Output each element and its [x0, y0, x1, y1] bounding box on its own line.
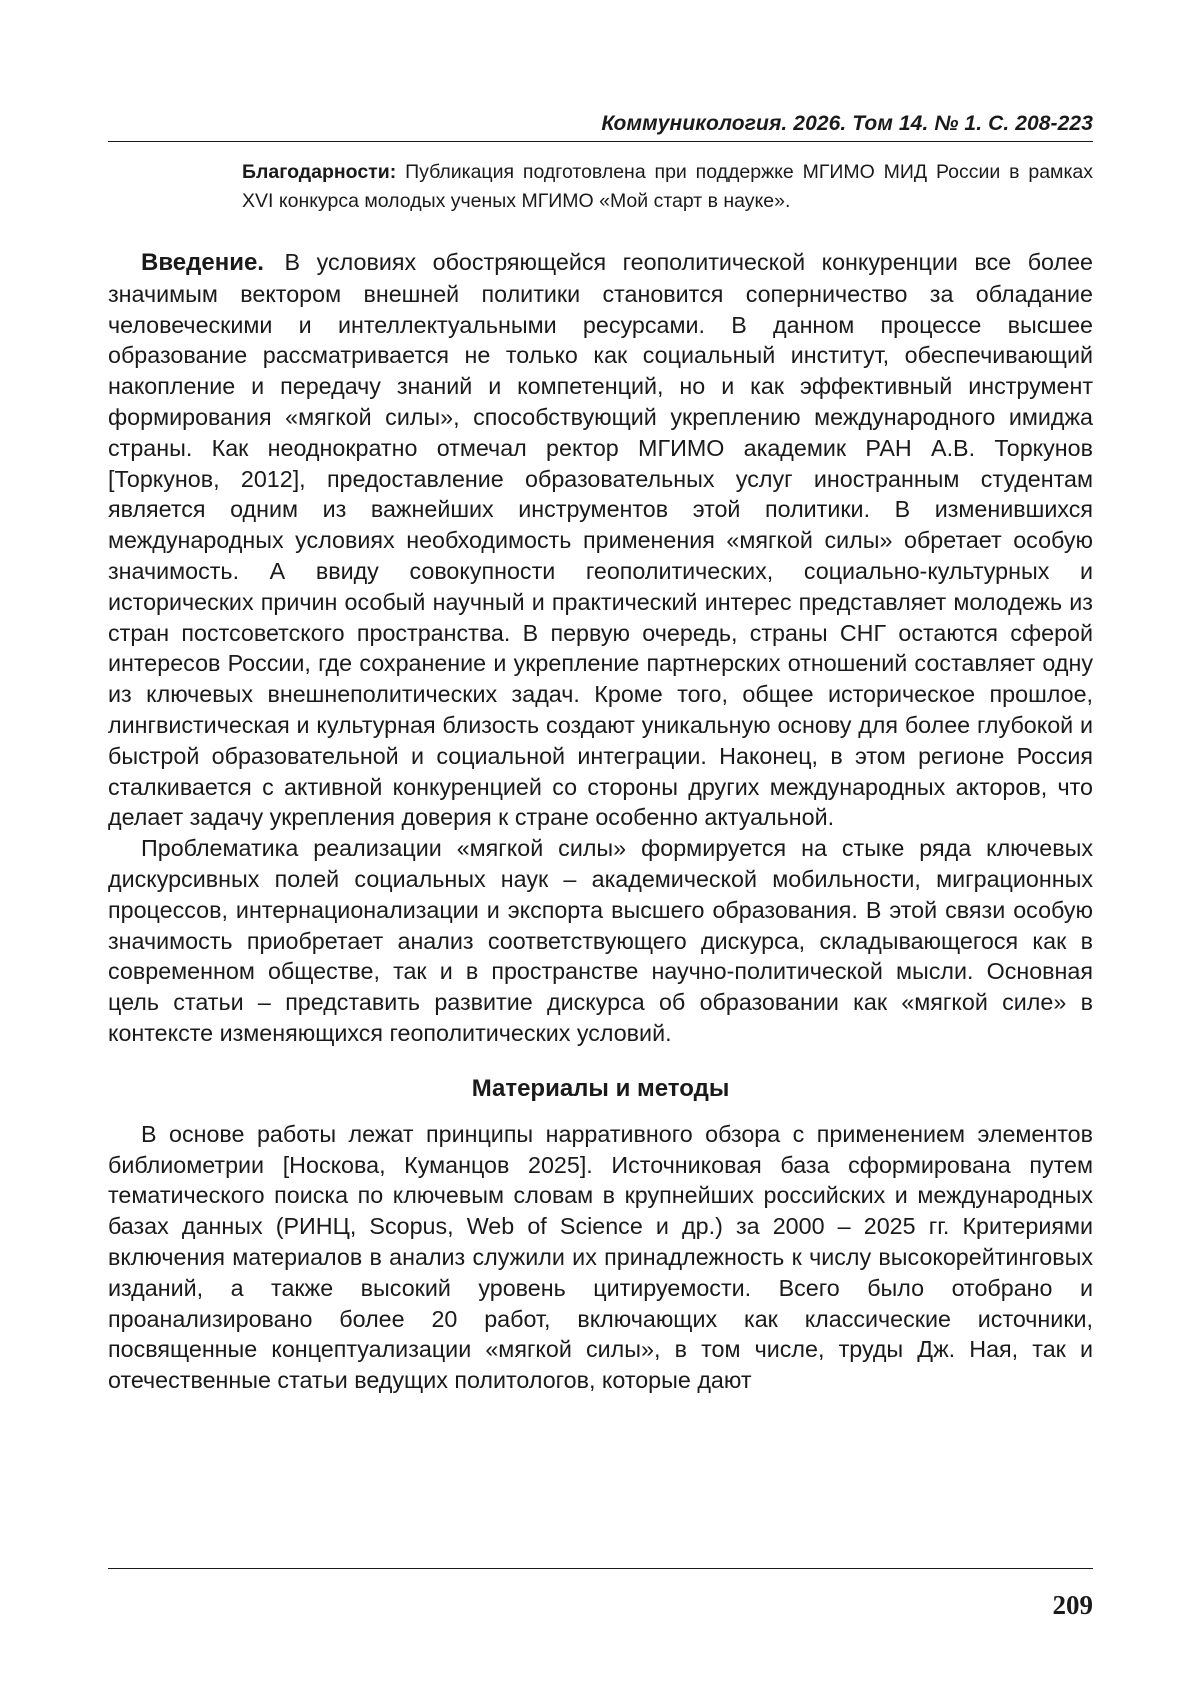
acknowledgements — [242, 158, 1093, 216]
introduction-paragraph — [108, 247, 1093, 833]
article-body — [108, 247, 1093, 1396]
footer-rule — [108, 1568, 1093, 1569]
acknowledgements-label: Благодарности: — [242, 161, 397, 183]
header-rule — [108, 141, 1093, 142]
journal-page — [108, 0, 1093, 1708]
introduction-paragraph-2: Проблематика реализации «мягкой силы» формируется на стыке ряда ключевых дискурсивных полей социальных наук – академической мобильности, миграционных процессов, интернационализации и экспорта высшего образования. В этой связи особую значимость приобретает анализ соответствующего дискурса, складывающегося как в современном обществе, так и в пространстве научно-политической мысли. Основная цель статьи – представить развитие дискурса об образовании как «мягкой силе» в контексте изменяющихся геополитических условий. — [108, 835, 1093, 1046]
introduction-label: Введение. — [141, 249, 264, 276]
methods-paragraph: В основе работы лежат принципы нарративного обзора с применением элементов библиометрии [Носкова, Куманцов 2025]. Источниковая база сформирована путем тематического поиска по ключевым словам в крупнейших российских и международных базах данных (РИНЦ, Scopus, Web of Science и др.) за 2000 – 2025 гг. Критериями включения материалов в анализ служили их принадлежность к числу высокорейтинговых изданий, а также высокий уровень цитируемости. Всего было отобрано и проанализировано более 20 работ, включающих как классические источники, посвященные концептуализации «мягкой силы», в том числе, труды Дж. Ная, так и отечественные статьи ведущих политологов, которые дают — [108, 1120, 1093, 1394]
running-head: Коммуникология. 2026. Том 14. № 1. С. 208-223 — [601, 112, 1093, 135]
page-number: 209 — [1052, 1590, 1093, 1620]
section-heading-methods: Материалы и методы — [471, 1074, 730, 1102]
introduction-text: В условиях обостряющейся геополитической конкуренции все более значимым вектором внешней политики становится соперничество за обладание человеческими и интеллектуальными ресурсами. В данном процессе высшее образование рассматривается не только как социальный институт, обеспечивающий накопление и передачу знаний и компетенций, но и как эффективный инструмент формирования «мягкой силы», способствующий укреплению международного имиджа страны. Как неоднократно отмечал ректор МГИМО академик РАН А.В. Торкунов [Торкунов, 2012], предоставление образовательных услуг иностранным студентам является одним из важнейших инструментов этой политики. В изменившихся международных условиях необходимость применения «мягкой силы» обретает особую значимость. А ввиду совокупности геополитических, социально-культурных и исторических причин особый научный и практический интерес представляет молодежь из стран постсоветского пространства. В первую очередь, страны СНГ остаются сферой интересов России, где сохранение и укрепление партнерских отношений составляет одну из ключевых внешнеполитических задач. Кроме того, общее историческое прошлое, лингвистическая и культурная близость создают уникальную основу для более глубокой и быстрой образовательной и социальной интеграции. Наконец, в этом регионе Россия сталкивается с активной конкуренцией со стороны других международных акторов, что делает задачу укрепления доверия к стране особенно актуальной. — [108, 249, 1093, 831]
acknowledgements-text: Публикация подготовлена при поддержке МГИМО МИД России в рамках XVI конкурса молодых ученых МГИМО «Мой старт в науке». — [242, 161, 1093, 212]
